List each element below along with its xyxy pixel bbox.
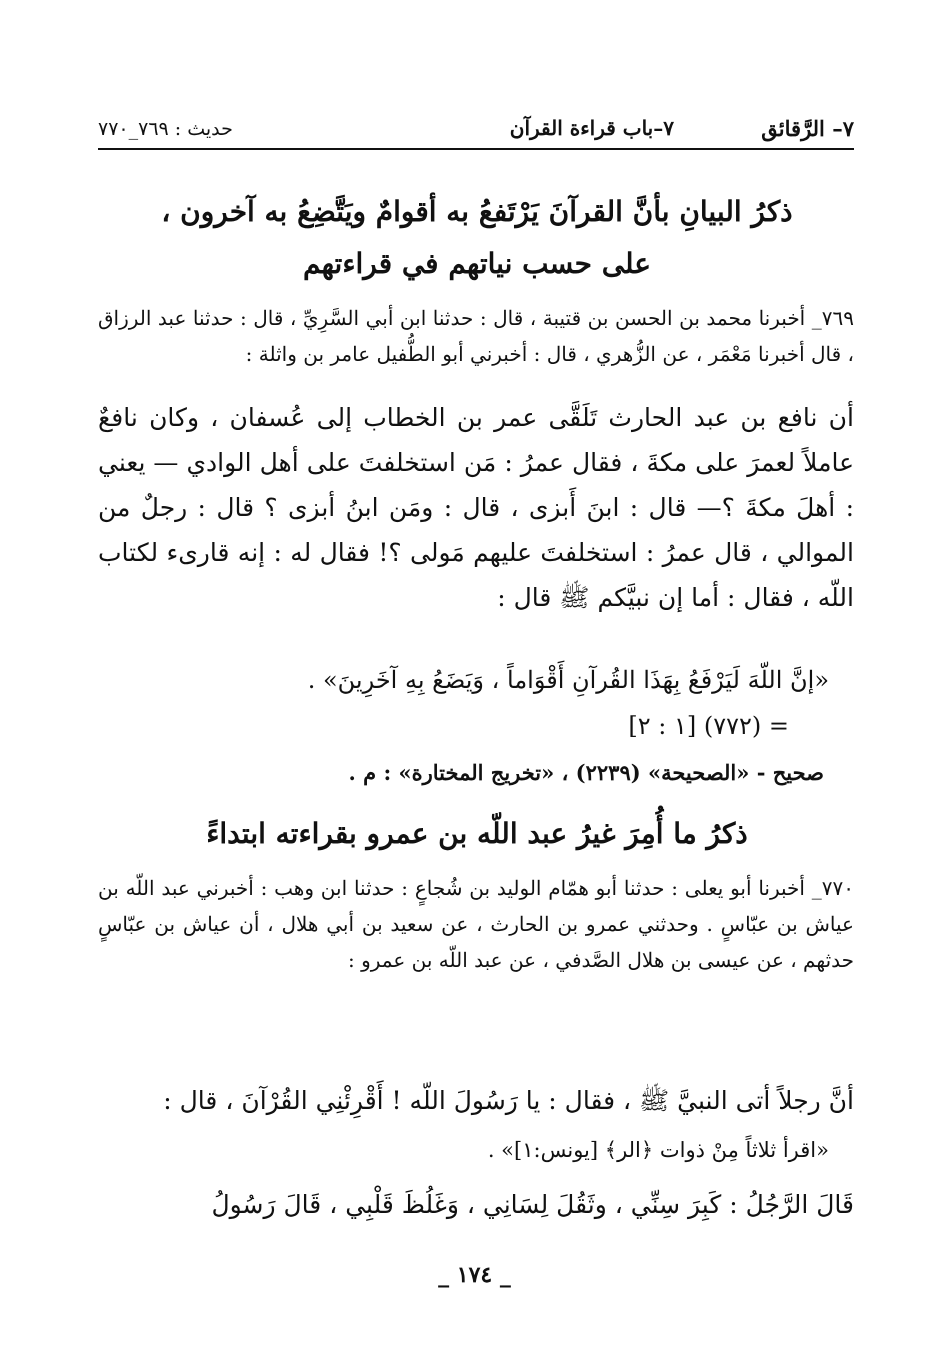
isnad-770: ٧٧٠_ أخبرنا أبو يعلى : حدثنا أبو همّام الوليد بن شُجاعٍ : حدثنا ابن وهب : أخبرني عبد اللّه بن عياش بن عبّاسٍ . وحدثني عمرو بن الحارث ، عن سعيد بن أبي هلال ، أن عياش بن عبّاسٍ حدثهم ، عن عيسى بن هلال الصَّدفي ، عن عبد اللّه بن عمرو :	[98, 876, 854, 972]
grading-note: صحيح - «الصحيحة» (٢٢٣٩) ، «تخريج المختارة» : م .	[348, 760, 824, 785]
prophetic-quote-770: «اقرأ ثلاثاً مِنْ ذوات ﴿الر﴾ [يونس:١]» .	[487, 1138, 829, 1162]
section-heading-2: ذكرُ ما أُمِرَ غيرُ عبد اللّه بن عمرو بقراءته ابتداءً	[206, 817, 748, 850]
matn-770-continued: قَالَ الرَّجُلُ : كَبِرَ سِنِّي ، وثَقُلَ لِسَانِي ، وَغَلُظَ قَلْبِي ، قَالَ رَسُولُ	[211, 1190, 854, 1219]
hadith-range: حديث : ٧٦٩_٧٧٠	[98, 118, 233, 140]
page-number: _ ١٧٤ _	[438, 1262, 511, 1288]
matn-769: أن نافع بن عبد الحارث تَلَقَّى عمر بن الخطاب إلى عُسفان ، وكان نافعٌ عاملاً لعمرَ على مكةَ ، فقال عمرُ : مَن استخلفتَ على أهل الوادي — يعني : أهلَ مكةَ ؟— قال : ابنَ أَبزى ، قال : ومَن ابنُ أبزى ؟ قال : رجلٌ من الموالي ، قال عمرُ : استخلفتَ عليهم مَولى ؟! فقال له : إنه قارىء لكتاب اللّه ، فقال : أما إن نبيَّكم ﷺ قال :	[98, 403, 854, 612]
prophetic-quote-769: «إنَّ اللّهَ لَيَرْفَعُ بِهَذَا القُرآنِ أَقْوَاماً ، وَيَضَعُ بِهِ آخَرِينَ» .	[307, 666, 829, 694]
cross-reference: = (٧٧٢) [١ : ٢]	[628, 712, 789, 740]
section-title: ٧–باب قراءة القرآن	[509, 116, 674, 140]
running-header	[98, 106, 854, 146]
chapter-title: ٧– الرَّقائق	[761, 116, 854, 141]
isnad-769: ٧٦٩_ أخبرنا محمد بن الحسن بن قتيبة ، قال : حدثنا ابن أبي السَّرِيِّ ، قال : حدثنا عبد الرزاق ، قال أخبرنا مَعْمَر ، عن الزُّهري ، قال : أخبرني أبو الطُّفيل عامر بن واثلة :	[98, 306, 854, 366]
header-rule	[98, 148, 854, 150]
matn-770: أنَّ رجلاً أتى النبيَّ ﷺ ، فقال : يا رَسُولَ اللّه ! أَقْرِئْنِي القُرْآنَ ، قال :	[163, 1086, 854, 1115]
section-heading-1: ذكرُ البيانِ بأنَّ القرآنَ يَرْتَفعُ به أقوامٌ ويَتَّضِعُ به آخرون ، على حسب نياتهم في قراءتهم	[161, 195, 793, 280]
